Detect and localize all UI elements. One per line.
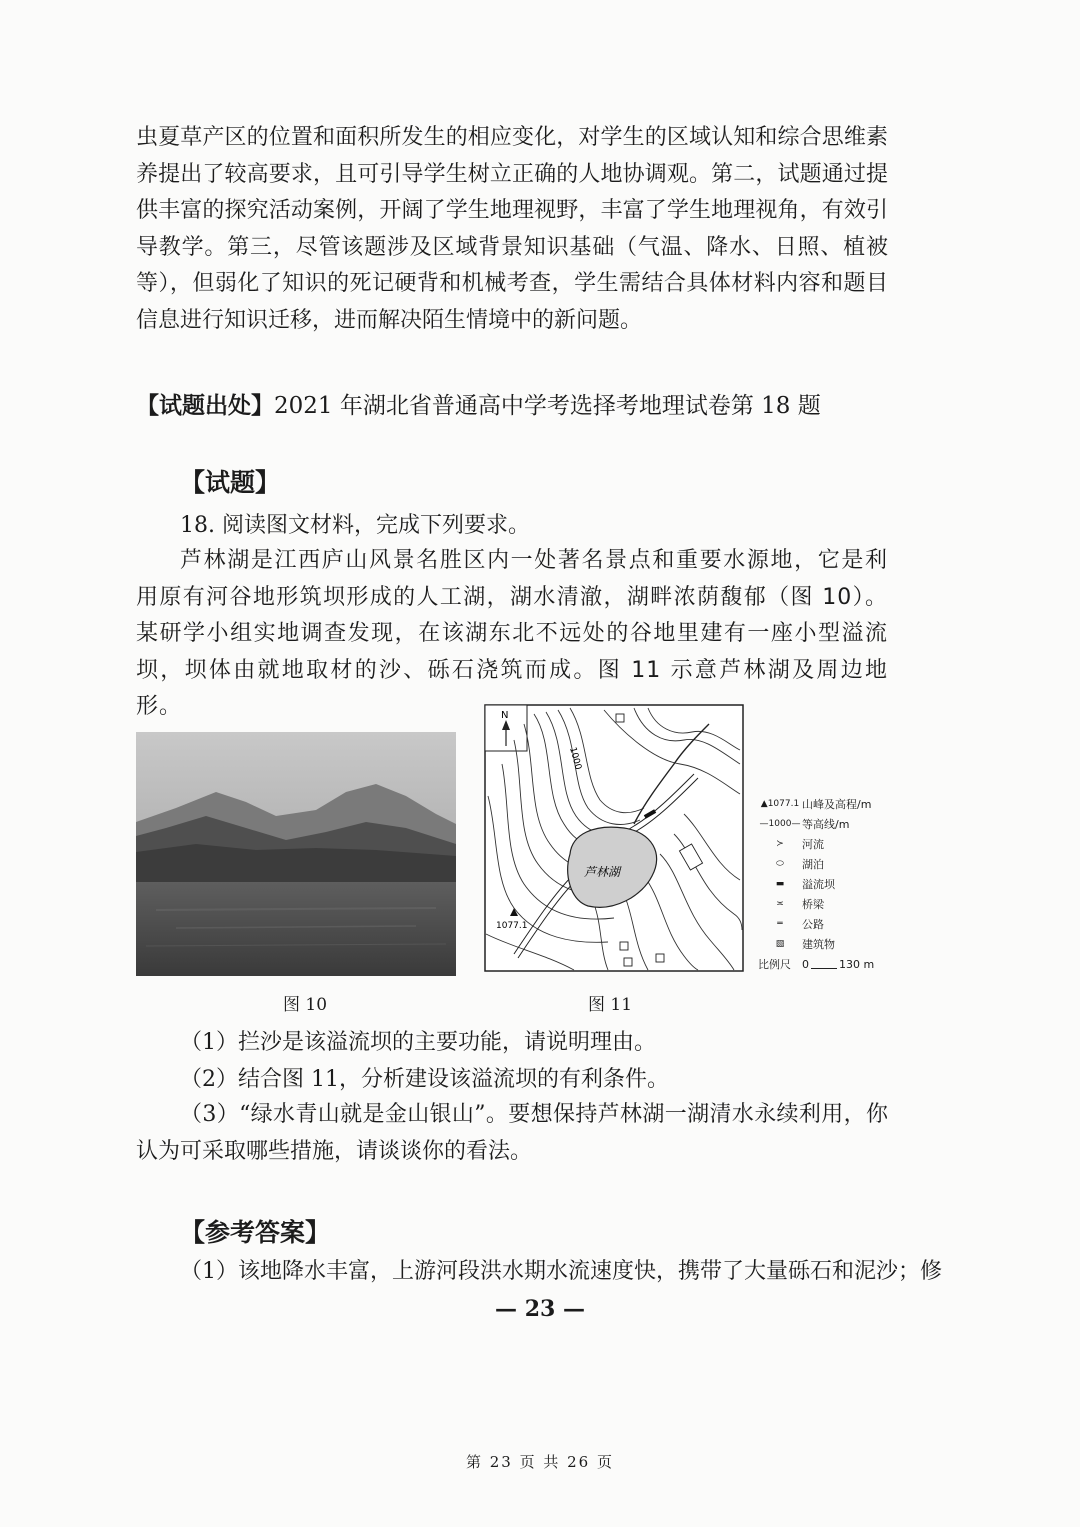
legend-item bbox=[758, 854, 898, 874]
question-material: 芦林湖是江西庐山风景名胜区内一处著名景点和重要水源地，它是利用原有河谷地形筑坝形成的人工湖，湖水清澈，湖畔浓荫馥郁（图 10）。某研学小组实地调查发现，在该湖东北不远处的谷地里建有一座小型溢流坝，坝体由就地取材的沙、砾石浇筑而成。图 11 示意芦林湖及周边地形。 bbox=[136, 548, 888, 719]
source-heading bbox=[136, 387, 821, 420]
legend-label: 桥梁 bbox=[802, 898, 824, 911]
legend-symbol: ≍ bbox=[776, 899, 784, 909]
lake-label: 芦林湖 bbox=[584, 865, 621, 879]
sub-question-2: （2）结合图 11，分析建设该溢流坝的有利条件。 bbox=[180, 1067, 669, 1092]
legend-item bbox=[758, 814, 898, 834]
legend-symbol: ⬭ bbox=[776, 859, 784, 869]
source-text: 2021 年湖北省普通高中学考选择考地理试卷第 18 题 bbox=[274, 393, 821, 419]
legend-symbol: ═ bbox=[777, 919, 783, 929]
lake-landscape-image bbox=[136, 732, 456, 976]
legend-item bbox=[758, 874, 898, 894]
sub-question-3: （3）“绿水青山就是金山银山”。要想保持芦林湖一湖清水永续利用，你认为可采取哪些措施，请谈谈你的看法。 bbox=[136, 1102, 888, 1164]
figure-11-caption: 图 11 bbox=[588, 995, 633, 1015]
legend-scale bbox=[758, 954, 898, 974]
peak-label: 1077.1 bbox=[496, 921, 528, 931]
question-heading bbox=[180, 463, 280, 499]
intro-paragraph: 虫夏草产区的位置和面积所发生的相应变化，对学生的区域认知和综合思维素养提出了较高要求，且可引导学生树立正确的人地协调观。第二，试题通过提供丰富的探究活动案例，开阔了学生地理视野，丰富了学生地理视角，有效引导教学。第三，尽管该题涉及区域背景知识基础（气温、降水、日照、植被等），但弱化了知识的死记硬背和机械考查，学生需结合具体材料内容和题目信息进行知识迁移，进而解决陌生情境中的新问题。 bbox=[136, 125, 888, 333]
sub-question-1: （1）拦沙是该溢流坝的主要功能，请说明理由。 bbox=[180, 1030, 656, 1055]
legend-label: 公路 bbox=[802, 918, 824, 931]
scale-bar bbox=[811, 960, 837, 969]
legend-symbol: ▲1077.1 bbox=[760, 799, 800, 809]
north-label: N bbox=[501, 710, 509, 721]
legend-item bbox=[758, 894, 898, 914]
question-label: 【试题】 bbox=[180, 468, 281, 497]
source-label: 【试题出处】 bbox=[136, 392, 274, 419]
legend-symbol: —1000— bbox=[759, 819, 801, 829]
figure-11-map bbox=[484, 704, 744, 972]
legend-item bbox=[758, 914, 898, 934]
legend-label: 湖泊 bbox=[802, 858, 824, 871]
contour-label: 1000 bbox=[567, 746, 583, 771]
scale-label: 比例尺 bbox=[758, 958, 791, 971]
map-legend bbox=[758, 794, 898, 974]
scale-value: 130 m bbox=[839, 957, 875, 971]
legend-label: 河流 bbox=[802, 838, 824, 851]
answer-line-1: （1）该地降水丰富，上游河段洪水期水流速度快，携带了大量砾石和泥沙；修 bbox=[180, 1259, 942, 1284]
legend-symbol: ▧ bbox=[775, 939, 785, 949]
legend-item bbox=[758, 794, 898, 814]
answer-heading bbox=[180, 1213, 330, 1249]
page-number: — 23 — bbox=[495, 1296, 585, 1322]
legend-label: 等高线/m bbox=[802, 818, 850, 831]
page-footer: 第 23 页 共 26 页 bbox=[465, 1453, 614, 1471]
contour-map bbox=[484, 704, 744, 972]
question-instruction: 18. 阅读图文材料，完成下列要求。 bbox=[180, 513, 530, 538]
legend-item bbox=[758, 934, 898, 954]
legend-symbol: ≻ bbox=[776, 839, 784, 849]
legend-item bbox=[758, 834, 898, 854]
figure-10-caption: 图 10 bbox=[283, 995, 328, 1015]
legend-symbol: ▬ bbox=[775, 879, 785, 889]
figure-10-photo bbox=[136, 732, 456, 976]
legend-label: 建筑物 bbox=[802, 938, 835, 951]
legend-label: 山峰及高程/m bbox=[802, 798, 872, 811]
legend-label: 溢流坝 bbox=[802, 878, 835, 891]
answer-label: 【参考答案】 bbox=[180, 1218, 331, 1247]
scale-zero: 0 bbox=[802, 957, 809, 971]
